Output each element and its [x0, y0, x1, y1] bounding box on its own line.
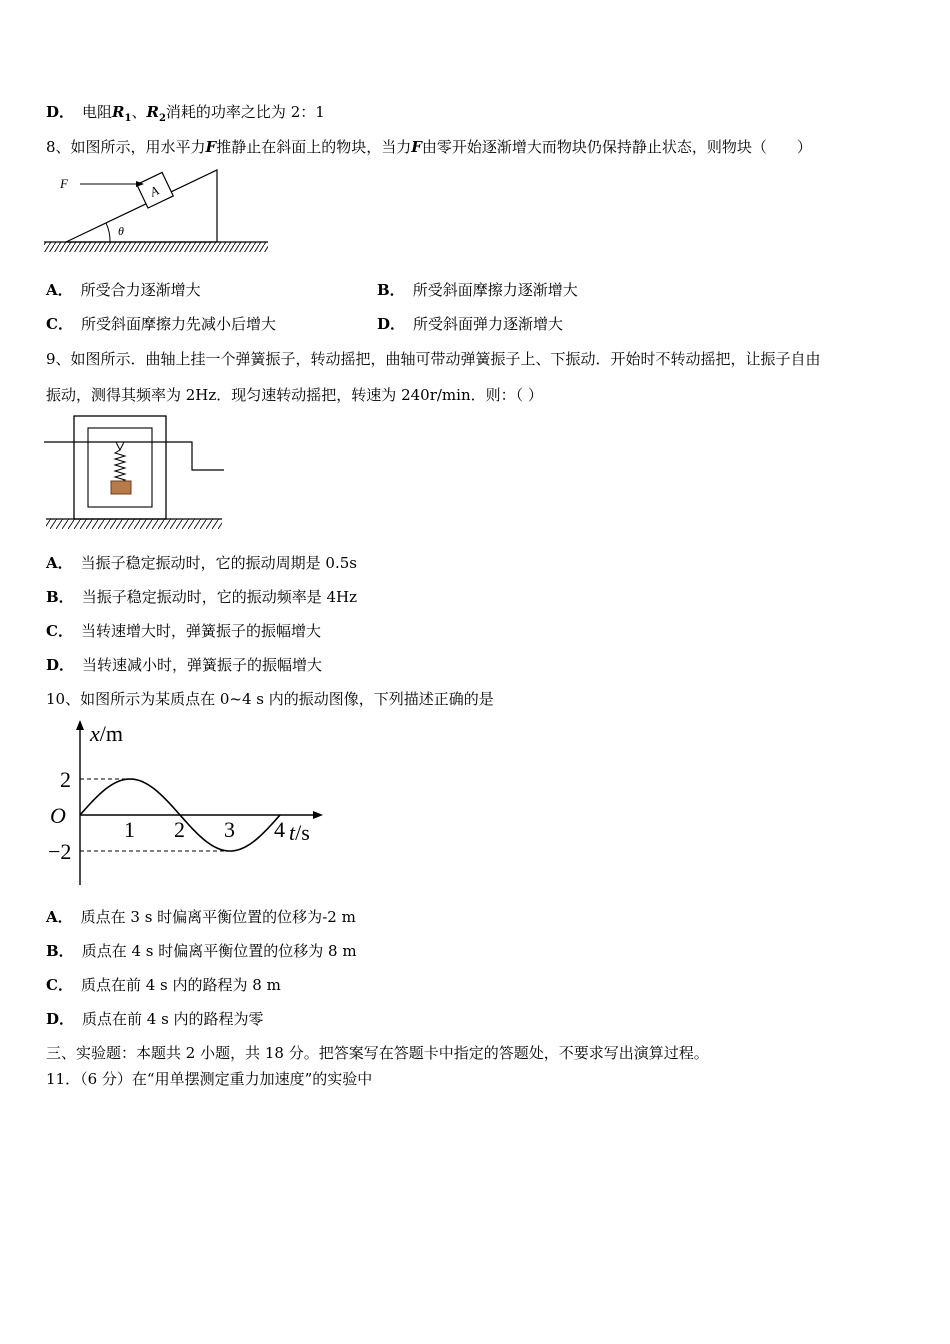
q9-option-c: C． 当转速增大时，弹簧振子的振幅增大 [46, 622, 321, 640]
q9-stem-line1: 9、如图所示．曲轴上挂一个弹簧振子，转动摇把，曲轴可带动弹簧振子上、下振动．开始时不转动摇把，让振子自由 [46, 350, 821, 368]
y-axis-label: x/m [90, 721, 123, 746]
angle-label: θ [118, 224, 124, 238]
q9-stem-line2: 振动，测得其频率为 2Hz．现匀速转动摇把，转速为 240r/min．则：（ ） [46, 386, 543, 404]
vibration-chart [44, 716, 380, 894]
q10-stem: 10、如图所示为某质点在 0~4 s 内的振动图像，下列描述正确的是 [46, 690, 494, 708]
crank-shaft [44, 442, 224, 470]
spring-crank-figure [44, 412, 234, 534]
x-tick-label: 3 [224, 817, 235, 842]
incline-figure [44, 165, 274, 260]
q8-option-b: B． 所受斜面摩擦力逐渐增大 [377, 281, 578, 299]
x-tick-label: 1 [124, 817, 135, 842]
floor-hatch [46, 519, 222, 529]
inner-frame [88, 428, 152, 507]
q8-option-a: A． 所受合力逐渐增大 [46, 281, 201, 299]
x-axis-arrow [313, 811, 323, 819]
q9-option-a: A． 当振子稳定振动时，它的振动周期是 0.5s [46, 554, 357, 572]
q8-option-d: D． 所受斜面弹力逐渐增大 [377, 315, 564, 333]
q9-option-d: D． 当转速减小时，弹簧振子的振幅增大 [46, 656, 323, 674]
spring [115, 450, 125, 482]
x-tick-label: 2 [174, 817, 185, 842]
block-label: A [147, 182, 162, 200]
y-tick-label: 2 [60, 767, 71, 792]
q7-option-d: D． 电阻$R_1$、$R_2$消耗的功率之比为 2：1 [46, 103, 325, 124]
q10-option-b: B． 质点在 4 s 时偏离平衡位置的位移为 8 m [46, 942, 357, 960]
oscillator-block [111, 481, 131, 494]
y-tick-label: −2 [48, 839, 72, 864]
q10-option-c: C． 质点在前 4 s 内的路程为 8 m [46, 976, 281, 994]
incline-wedge [66, 170, 217, 242]
angle-arc [106, 223, 110, 242]
q8-stem: 8、如图所示，用水平力F推静止在斜面上的物块，当力F由零开始逐渐增大而物块仍保持静止状态，则物块（ ） [46, 138, 812, 156]
x-axis-label: t/s [289, 820, 310, 845]
x-tick-label: 4 [274, 817, 285, 842]
origin-label: O [50, 803, 66, 828]
y-axis-arrow [76, 720, 84, 730]
q11-stem: 11．（6 分）在“用单摆测定重力加速度”的实验中 [46, 1070, 373, 1088]
ground-hatch [44, 242, 268, 252]
q8-option-c: C． 所受斜面摩擦力先减小后增大 [46, 315, 276, 333]
force-label: F [60, 176, 68, 191]
q10-option-a: A． 质点在 3 s 时偏离平衡位置的位移为-2 m [46, 908, 356, 926]
section3-heading: 三、实验题：本题共 2 小题，共 18 分。把答案写在答题卡中指定的答题处，不要求写出演算过程。 [46, 1044, 709, 1062]
hook [116, 442, 124, 450]
q9-option-b: B． 当振子稳定振动时，它的振动频率是 4Hz [46, 588, 357, 606]
q10-option-d: D． 质点在前 4 s 内的路程为零 [46, 1010, 264, 1028]
